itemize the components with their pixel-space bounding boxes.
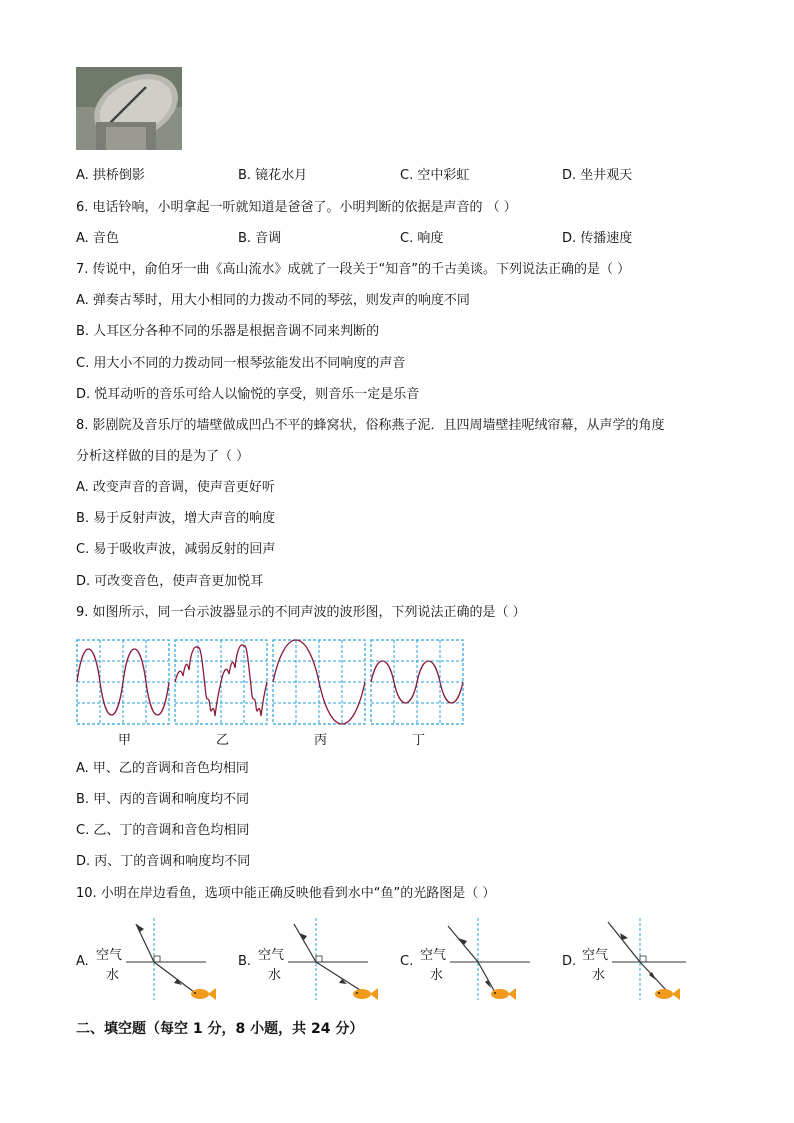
q8-stem-line2: 分析这样做的目的是为了（ ） — [76, 449, 250, 464]
waveform-figure — [76, 638, 466, 748]
q7-option-b: B. 人耳区分各种不同的乐器是根据音调不同来判断的 — [76, 324, 380, 339]
waveform-bing — [273, 640, 365, 724]
diagram-a-water-label: 水 — [106, 968, 120, 983]
q6-option-b: B. 音调 — [238, 231, 282, 246]
section-heading-fill-in: 二、填空题（每空 1 分，8 小题，共 24 分） — [76, 1021, 364, 1037]
q8-stem-line1: 8. 影剧院及音乐厅的墙壁做成凹凸不平的蜂窝状，俗称燕子泥．且四周墙壁挂呢绒帘幕，从声学的角度 — [76, 418, 665, 433]
diagram-c-air-label: 空气 — [420, 948, 447, 963]
wave-label-bing: 丙 — [314, 733, 328, 748]
q5-option-d: D. 坐井观天 — [562, 168, 633, 183]
q7-option-d: D. 悦耳动听的音乐可给人以愉悦的享受，则音乐一定是乐音 — [76, 387, 420, 402]
diagram-d-letter: D. — [562, 954, 577, 969]
q9-option-c: C. 乙、丁的音调和音色均相同 — [76, 823, 250, 838]
q6-stem: 6. 电话铃响，小明拿起一听就知道是爸爸了。小明判断的依据是声音的 （ ） — [76, 200, 517, 215]
light-path-diagram-b — [238, 918, 398, 1008]
q8-option-c: C. 易于吸收声波，减弱反射的回声 — [76, 542, 276, 557]
q7-option-c: C. 用大小不同的力拨动同一根琴弦能发出不同响度的声音 — [76, 356, 406, 371]
diagram-c-letter: C. — [400, 954, 414, 969]
wave-label-jia: 甲 — [118, 733, 132, 748]
waveform-jia — [77, 640, 169, 724]
q7-option-a: A. 弹奏古琴时，用大小相同的力拨动不同的琴弦，则发声的响度不同 — [76, 293, 470, 308]
waveform-yi — [175, 640, 267, 724]
fish-icon — [655, 988, 680, 1000]
waveform-ding — [371, 640, 463, 724]
light-path-diagram-c — [400, 918, 560, 1008]
fish-icon — [491, 988, 516, 1000]
q9-stem: 9. 如图所示，同一台示波器显示的不同声波的波形图，下列说法正确的是（ ） — [76, 605, 526, 620]
wave-label-yi: 乙 — [216, 733, 230, 748]
diagram-b-letter: B. — [238, 954, 252, 969]
q8-option-a: A. 改变声音的音调，使声音更好听 — [76, 480, 275, 495]
wave-label-ding: 丁 — [412, 733, 426, 748]
light-path-diagram-d — [562, 918, 722, 1008]
q9-option-a: A. 甲、乙的音调和音色均相同 — [76, 761, 249, 776]
diagram-b-air-label: 空气 — [258, 948, 285, 963]
q6-option-a: A. 音色 — [76, 231, 119, 246]
diagram-d-air-label: 空气 — [582, 948, 609, 963]
diagram-a-letter: A. — [76, 954, 89, 969]
diagram-b-water-label: 水 — [268, 968, 282, 983]
q5-option-a: A. 拱桥倒影 — [76, 168, 145, 183]
sundial-photo — [76, 67, 182, 150]
q6-option-d: D. 传播速度 — [562, 231, 633, 246]
q8-option-d: D. 可改变音色，使声音更加悦耳 — [76, 574, 264, 589]
q5-option-c: C. 空中彩虹 — [400, 168, 470, 183]
q7-stem: 7. 传说中，俞伯牙一曲《高山流水》成就了一段关于“知音”的千古美谈。下列说法正确的是（ ） — [76, 262, 631, 277]
diagram-c-water-label: 水 — [430, 968, 444, 983]
q10-stem: 10. 小明在岸边看鱼，选项中能正确反映他看到水中“鱼”的光路图是（ ） — [76, 886, 496, 901]
diagram-d-water-label: 水 — [592, 968, 606, 983]
q5-option-b: B. 镜花水月 — [238, 168, 308, 183]
q8-option-b: B. 易于反射声波，增大声音的响度 — [76, 511, 276, 526]
diagram-a-air-label: 空气 — [96, 948, 123, 963]
q9-option-d: D. 丙、丁的音调和响度均不同 — [76, 854, 251, 869]
q6-option-c: C. 响度 — [400, 231, 444, 246]
q9-option-b: B. 甲、丙的音调和响度均不同 — [76, 792, 250, 807]
fish-icon — [191, 988, 216, 1000]
light-path-diagram-a — [76, 918, 236, 1008]
fish-icon — [353, 988, 378, 1000]
